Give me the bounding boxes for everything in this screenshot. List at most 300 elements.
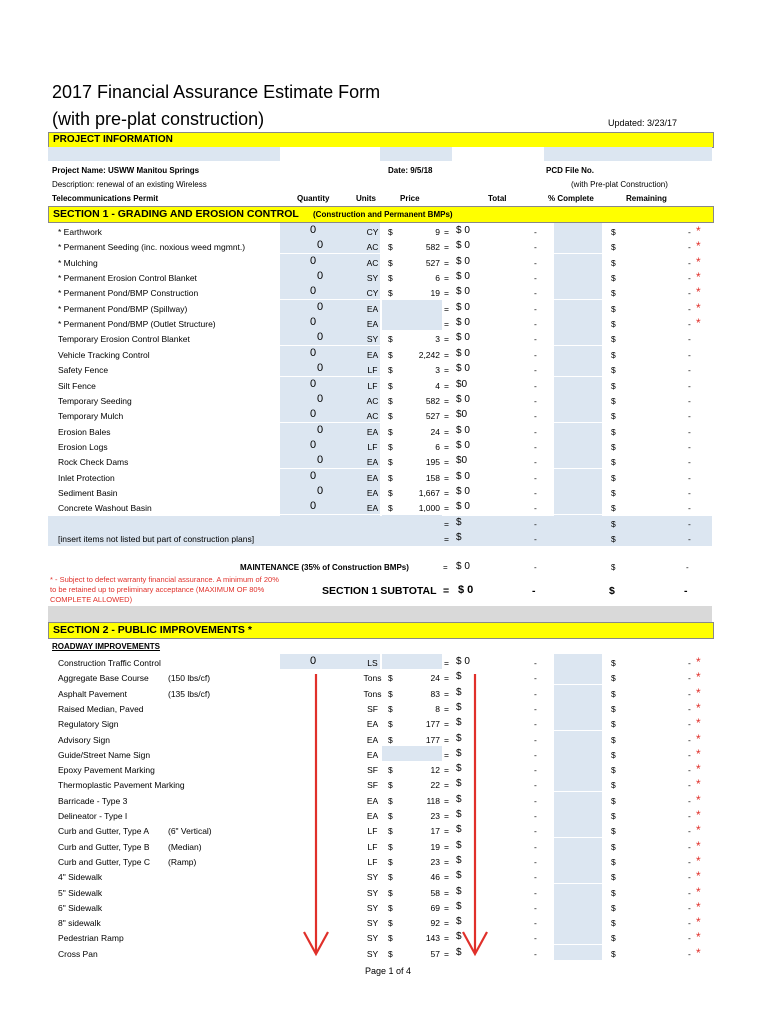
equals-sign: = <box>444 780 449 791</box>
remaining-dollar: $ <box>611 395 616 406</box>
equals-sign: = <box>444 841 449 852</box>
warranty-star: * <box>696 670 701 685</box>
total-value: $ <box>456 885 462 897</box>
unit-value: EA <box>366 457 379 468</box>
annotation-arrows <box>300 670 500 960</box>
table-row <box>48 408 712 423</box>
remaining-dollar: $ <box>611 380 616 391</box>
subtotal-eq: = <box>443 585 450 597</box>
remaining-dash: - <box>688 749 691 760</box>
unit-value: SF <box>367 780 378 791</box>
price-dollar: $ <box>388 487 393 498</box>
remaining-dollar: $ <box>611 688 616 699</box>
item-label: Concrete Washout Basin <box>58 503 152 514</box>
price-cell <box>382 315 442 330</box>
total-value: $ 0 <box>456 424 470 436</box>
total-dash: - <box>534 518 537 529</box>
subtotal-dollar: $ <box>609 585 615 597</box>
remaining-dash: - <box>688 811 691 821</box>
total-dash: - <box>534 688 537 699</box>
remaining-dash: - <box>688 365 691 376</box>
remaining-dollar: $ <box>611 457 616 468</box>
price-value: 57 <box>430 948 440 959</box>
equals-sign: = <box>444 703 449 714</box>
price-value: 24 <box>430 673 440 684</box>
unit-value: CY <box>366 227 379 237</box>
quantity-field[interactable] <box>280 530 380 545</box>
price-dollar: $ <box>388 411 393 422</box>
price-dollar: $ <box>388 765 393 776</box>
unit-value: EA <box>366 795 379 806</box>
remaining-dash: - <box>688 503 691 514</box>
percent-complete-field[interactable] <box>554 945 602 960</box>
total-value: $ 0 <box>456 347 470 359</box>
item-label: Barricade - Type 3 <box>58 795 128 806</box>
total-dash: - <box>534 918 537 929</box>
remaining-dollar: $ <box>611 826 616 837</box>
percent-complete-field[interactable] <box>554 792 602 807</box>
total-value: $ <box>456 732 462 744</box>
item-label: * Permanent Pond/BMP Construction <box>58 288 199 299</box>
price-value: 12 <box>430 765 440 776</box>
price-value: 23 <box>430 811 440 821</box>
item-label: Curb and Gutter, Type C <box>58 856 150 867</box>
remaining-dollar: $ <box>611 780 616 791</box>
equals-sign: = <box>444 688 449 699</box>
project-blank-row[interactable] <box>48 147 712 161</box>
percent-complete-field[interactable] <box>554 731 602 746</box>
table-row <box>48 301 712 316</box>
item-label: Construction Traffic Control <box>58 658 161 668</box>
price-dollar: $ <box>388 933 393 944</box>
remaining-dash: - <box>688 673 691 684</box>
warranty-star: * <box>696 716 701 731</box>
total-value: $ 0 <box>456 301 470 313</box>
remaining-dash: - <box>688 395 691 406</box>
price-value: 8 <box>435 703 440 714</box>
quantity-value: 0 <box>317 454 324 467</box>
warranty-star: * <box>696 762 701 777</box>
table-row <box>48 454 712 469</box>
remaining-dash: - <box>688 334 691 345</box>
quantity-value: 0 <box>317 392 324 405</box>
maintenance-dollar: $ <box>611 563 616 572</box>
total-dash: - <box>534 411 537 422</box>
remaining-dollar: $ <box>611 811 616 821</box>
price-value: 582 <box>425 395 440 406</box>
form-title-line2: (with pre-plat construction) <box>52 109 265 129</box>
table-row <box>48 655 712 670</box>
price-dollar: $ <box>388 457 393 468</box>
unit-value: SY <box>366 918 379 929</box>
total-value: $ <box>456 516 462 528</box>
total-value: $ 0 <box>456 656 470 667</box>
project-description-2: Telecommunications Permit <box>52 194 159 203</box>
percent-complete-field[interactable] <box>554 669 602 684</box>
warranty-star: * <box>696 777 701 792</box>
remaining-dash: - <box>688 426 691 437</box>
with-preplat-label: (with Pre-plat Construction) <box>571 180 668 189</box>
warranty-star: * <box>696 853 701 868</box>
equals-sign: = <box>444 457 449 468</box>
table-row <box>48 516 712 531</box>
total-dash: - <box>534 534 537 544</box>
item-sublabel: (6" Vertical) <box>168 826 212 837</box>
equals-sign: = <box>444 227 449 237</box>
percent-complete-field[interactable] <box>554 300 602 315</box>
total-dash: - <box>534 273 537 284</box>
item-label: Thermoplastic Pavement Marking <box>58 780 185 791</box>
price-value: 3 <box>435 365 440 376</box>
quantity-value: 0 <box>310 377 317 390</box>
section1-subtotal-value: $ 0 <box>458 584 474 596</box>
equals-sign: = <box>444 319 449 330</box>
total-dash: - <box>534 734 537 745</box>
total-dash: - <box>534 749 537 760</box>
price-dollar: $ <box>388 273 393 284</box>
price-value: 527 <box>425 411 440 422</box>
percent-complete-field[interactable] <box>554 423 602 438</box>
total-dash: - <box>534 365 537 376</box>
price-value: 158 <box>425 472 440 483</box>
price-value: 118 <box>426 795 440 806</box>
percent-complete-field[interactable] <box>554 761 602 776</box>
project-blank-gap <box>280 147 380 161</box>
form-title-line1: 2017 Financial Assurance Estimate Form <box>52 82 381 102</box>
remaining-dollar: $ <box>611 487 616 498</box>
quantity-value: 0 <box>317 270 324 283</box>
quantity-value: 0 <box>310 655 317 667</box>
total-value: $ 0 <box>456 439 470 451</box>
section1-subtitle: (Construction and Permanent BMPs) <box>313 210 453 219</box>
price-value: 1,667 <box>418 487 440 498</box>
unit-value: LF <box>367 365 378 376</box>
percent-complete-field[interactable] <box>554 515 602 530</box>
unit-value: SY <box>366 334 379 345</box>
percent-complete-field[interactable] <box>554 392 602 407</box>
item-label: Guide/Street Name Sign <box>58 749 151 760</box>
remaining-dollar: $ <box>611 902 616 913</box>
total-dash: - <box>534 719 537 730</box>
total-value: $ <box>456 747 462 759</box>
percent-complete-field[interactable] <box>554 269 602 284</box>
warranty-star: * <box>696 746 701 761</box>
unit-value: LS <box>367 658 378 668</box>
percent-complete-field[interactable] <box>554 330 602 345</box>
price-value: 9 <box>435 227 440 237</box>
percent-complete-field[interactable] <box>554 530 602 545</box>
equals-sign: = <box>444 795 449 806</box>
equals-sign: = <box>444 365 449 376</box>
percent-complete-field[interactable] <box>554 484 602 499</box>
warranty-star: * <box>696 285 701 300</box>
equals-sign: = <box>444 673 449 684</box>
unit-value: SY <box>366 902 379 913</box>
unit-value: EA <box>366 426 379 437</box>
percent-complete-field[interactable] <box>554 315 602 330</box>
percent-complete-field[interactable] <box>554 223 602 238</box>
warranty-star: * <box>696 700 701 715</box>
item-label: Temporary Mulch <box>58 411 124 422</box>
total-value: $ <box>456 824 462 836</box>
percent-complete-field[interactable] <box>554 238 602 253</box>
item-label: Regulatory Sign <box>58 719 119 730</box>
total-value: $ <box>456 854 462 866</box>
remaining-dash: - <box>688 257 691 268</box>
remaining-dollar: $ <box>611 518 616 529</box>
percent-complete-field[interactable] <box>554 822 602 837</box>
total-dash: - <box>534 765 537 776</box>
table-row <box>48 378 712 393</box>
total-dash: - <box>534 227 537 237</box>
warranty-star: * <box>696 316 701 331</box>
percent-complete-field[interactable] <box>554 868 602 883</box>
percent-complete-field[interactable] <box>554 899 602 914</box>
remaining-dollar: $ <box>611 841 616 852</box>
remaining-dollar: $ <box>611 257 616 268</box>
price-dollar: $ <box>388 887 393 898</box>
percent-complete-field[interactable] <box>554 361 602 376</box>
quantity-value: 0 <box>310 469 317 482</box>
remaining-dash: - <box>688 719 691 730</box>
percent-complete-field[interactable] <box>554 884 602 899</box>
col-quantity: Quantity <box>297 194 330 203</box>
percent-complete-field[interactable] <box>554 853 602 868</box>
item-label: * Earthwork <box>58 227 102 237</box>
total-dash: - <box>534 380 537 391</box>
price-value: 17 <box>430 826 440 837</box>
total-dash: - <box>534 242 537 253</box>
updated-date: Updated: 3/23/17 <box>608 118 678 128</box>
equals-sign: = <box>444 242 449 253</box>
item-label: Curb and Gutter, Type B <box>58 841 150 852</box>
project-date[interactable]: Date: 9/5/18 <box>388 166 433 175</box>
item-label: Delineator - Type I <box>58 811 128 821</box>
price-dollar: $ <box>388 334 393 345</box>
total-dash: - <box>534 841 537 852</box>
total-value: $0 <box>456 409 468 421</box>
equals-sign: = <box>444 411 449 422</box>
quantity-value: 0 <box>310 346 317 359</box>
unit-value: LF <box>367 826 378 837</box>
price-value: 1,000 <box>418 503 440 514</box>
project-description[interactable]: Description: renewal of an existing Wireless <box>52 180 207 189</box>
total-dash: - <box>534 349 537 360</box>
project-name[interactable]: Project Name: USWW Manitou Springs <box>52 166 200 175</box>
percent-complete-field[interactable] <box>554 469 602 484</box>
warranty-star: * <box>696 823 701 838</box>
equals-sign: = <box>444 902 449 913</box>
remaining-dash: - <box>688 487 691 498</box>
remaining-dollar: $ <box>611 948 616 959</box>
total-dash: - <box>534 933 537 944</box>
remaining-dollar: $ <box>611 303 616 314</box>
remaining-dollar: $ <box>611 719 616 730</box>
unit-value: Tons <box>363 688 382 699</box>
total-value: $ 0 <box>456 317 470 329</box>
percent-complete-field[interactable] <box>554 914 602 929</box>
price-dollar: $ <box>388 826 393 837</box>
remaining-dash: - <box>688 933 691 944</box>
remaining-dollar: $ <box>611 349 616 360</box>
subtotal-dash: - <box>532 585 536 597</box>
remaining-dollar: $ <box>611 365 616 376</box>
unit-value: LF <box>367 441 378 452</box>
price-value: 582 <box>425 242 440 253</box>
warranty-star: * <box>696 655 701 669</box>
total-dash: - <box>534 795 537 806</box>
price-value: 177 <box>425 734 440 745</box>
price-dollar: $ <box>388 472 393 483</box>
total-value: $ <box>456 839 462 851</box>
remaining-dash: - <box>688 856 691 867</box>
percent-complete-field[interactable] <box>554 715 602 730</box>
total-dash: - <box>534 426 537 437</box>
unit-value: SF <box>367 703 378 714</box>
item-label: Raised Median, Paved <box>58 703 144 714</box>
price-value: 177 <box>425 719 440 730</box>
total-value: $ <box>456 931 462 943</box>
percent-complete-field[interactable] <box>554 284 602 299</box>
total-dash: - <box>534 902 537 913</box>
equals-sign: = <box>444 872 449 883</box>
total-dash: - <box>534 257 537 268</box>
remaining-dollar: $ <box>611 441 616 452</box>
unit-value: EA <box>366 303 379 314</box>
item-label: 5" Sidewalk <box>58 887 103 898</box>
total-value: $ 0 <box>456 286 470 298</box>
quantity-value: 0 <box>317 423 324 436</box>
table-row <box>48 485 712 500</box>
project-blank-gap2 <box>452 147 544 161</box>
item-label: Silt Fence <box>58 380 96 391</box>
total-dash: - <box>534 826 537 837</box>
remaining-dash: - <box>688 457 691 468</box>
item-label: Erosion Logs <box>58 441 108 452</box>
equals-sign: = <box>444 749 449 760</box>
maintenance-dash2: - <box>686 563 689 572</box>
price-dollar: $ <box>388 503 393 514</box>
unit-value: EA <box>366 472 379 483</box>
percent-complete-field[interactable] <box>554 700 602 715</box>
price-value: 6 <box>435 441 440 452</box>
item-label: Curb and Gutter, Type A <box>58 826 150 837</box>
warranty-star: * <box>696 792 701 807</box>
col-remaining: Remaining <box>626 194 667 203</box>
table-row <box>48 255 712 270</box>
remaining-dash: - <box>688 703 691 714</box>
project-info-header <box>48 132 714 148</box>
item-label: Asphalt Pavement <box>58 688 127 699</box>
remaining-dollar: $ <box>611 288 616 299</box>
unit-value: EA <box>366 811 379 821</box>
quantity-value: 0 <box>310 285 317 298</box>
unit-value: Tons <box>363 673 382 684</box>
total-value: $ <box>456 532 462 543</box>
price-dollar: $ <box>388 734 393 745</box>
price-dollar: $ <box>388 780 393 791</box>
table-row <box>48 439 712 454</box>
remaining-dash: - <box>688 841 691 852</box>
price-dollar: $ <box>388 441 393 452</box>
price-dollar: $ <box>388 395 393 406</box>
equals-sign: = <box>444 811 449 821</box>
percent-complete-field[interactable] <box>554 746 602 761</box>
remaining-dollar: $ <box>611 734 616 745</box>
table-row <box>48 424 712 439</box>
unit-value: LF <box>367 841 378 852</box>
price-value: 195 <box>425 457 440 468</box>
remaining-dash: - <box>688 303 691 314</box>
percent-complete-field[interactable] <box>554 346 602 361</box>
percent-complete-field[interactable] <box>554 254 602 269</box>
table-row <box>48 224 712 239</box>
percent-complete-field[interactable] <box>554 654 602 669</box>
percent-complete-field[interactable] <box>554 499 602 514</box>
remaining-dash: - <box>688 441 691 452</box>
warranty-star: * <box>696 239 701 254</box>
percent-complete-field[interactable] <box>554 438 602 453</box>
price-dollar: $ <box>388 811 393 821</box>
item-label: Rock Check Dams <box>58 457 129 468</box>
price-value: 6 <box>435 273 440 284</box>
item-label: [insert items not listed but part of construction plans] <box>58 534 255 544</box>
remaining-dash: - <box>688 273 691 284</box>
total-value: $ <box>456 916 462 928</box>
unit-value: AC <box>366 411 379 422</box>
equals-sign: = <box>444 257 449 268</box>
warranty-star: * <box>696 930 701 945</box>
percent-complete-field[interactable] <box>554 929 602 944</box>
equals-sign: = <box>444 658 449 668</box>
warranty-star: * <box>696 300 701 315</box>
percent-complete-field[interactable] <box>554 776 602 791</box>
price-value: 23 <box>430 856 440 867</box>
item-label: Cross Pan <box>58 948 98 959</box>
total-value: $ <box>456 763 462 775</box>
total-value: $ <box>456 701 462 713</box>
remaining-dollar: $ <box>611 334 616 345</box>
page-number: Page 1 of 4 <box>365 966 412 976</box>
total-value: $ <box>456 946 462 958</box>
price-value: 143 <box>425 933 440 944</box>
total-dash: - <box>534 811 537 821</box>
price-dollar: $ <box>388 948 393 959</box>
total-value: $ 0 <box>456 271 470 283</box>
equals-sign: = <box>444 826 449 837</box>
item-label: 6" Sidewalk <box>58 902 103 913</box>
table-row <box>48 393 712 408</box>
price-dollar: $ <box>388 841 393 852</box>
total-dash: - <box>534 887 537 898</box>
quantity-value: 0 <box>317 239 324 252</box>
table-row <box>48 500 712 515</box>
price-value: 4 <box>435 380 440 391</box>
price-value: 46 <box>430 872 440 883</box>
percent-complete-field[interactable] <box>554 685 602 700</box>
total-value: $ <box>456 793 462 805</box>
percent-complete-field[interactable] <box>554 838 602 853</box>
maintenance-eq: = <box>443 563 448 572</box>
percent-complete-field[interactable] <box>554 807 602 822</box>
item-label: Temporary Erosion Control Blanket <box>58 334 190 345</box>
quantity-field[interactable] <box>280 515 380 530</box>
percent-complete-field[interactable] <box>554 407 602 422</box>
equals-sign: = <box>444 765 449 776</box>
percent-complete-field[interactable] <box>554 377 602 392</box>
price-value: 58 <box>430 887 440 898</box>
percent-complete-field[interactable] <box>554 453 602 468</box>
